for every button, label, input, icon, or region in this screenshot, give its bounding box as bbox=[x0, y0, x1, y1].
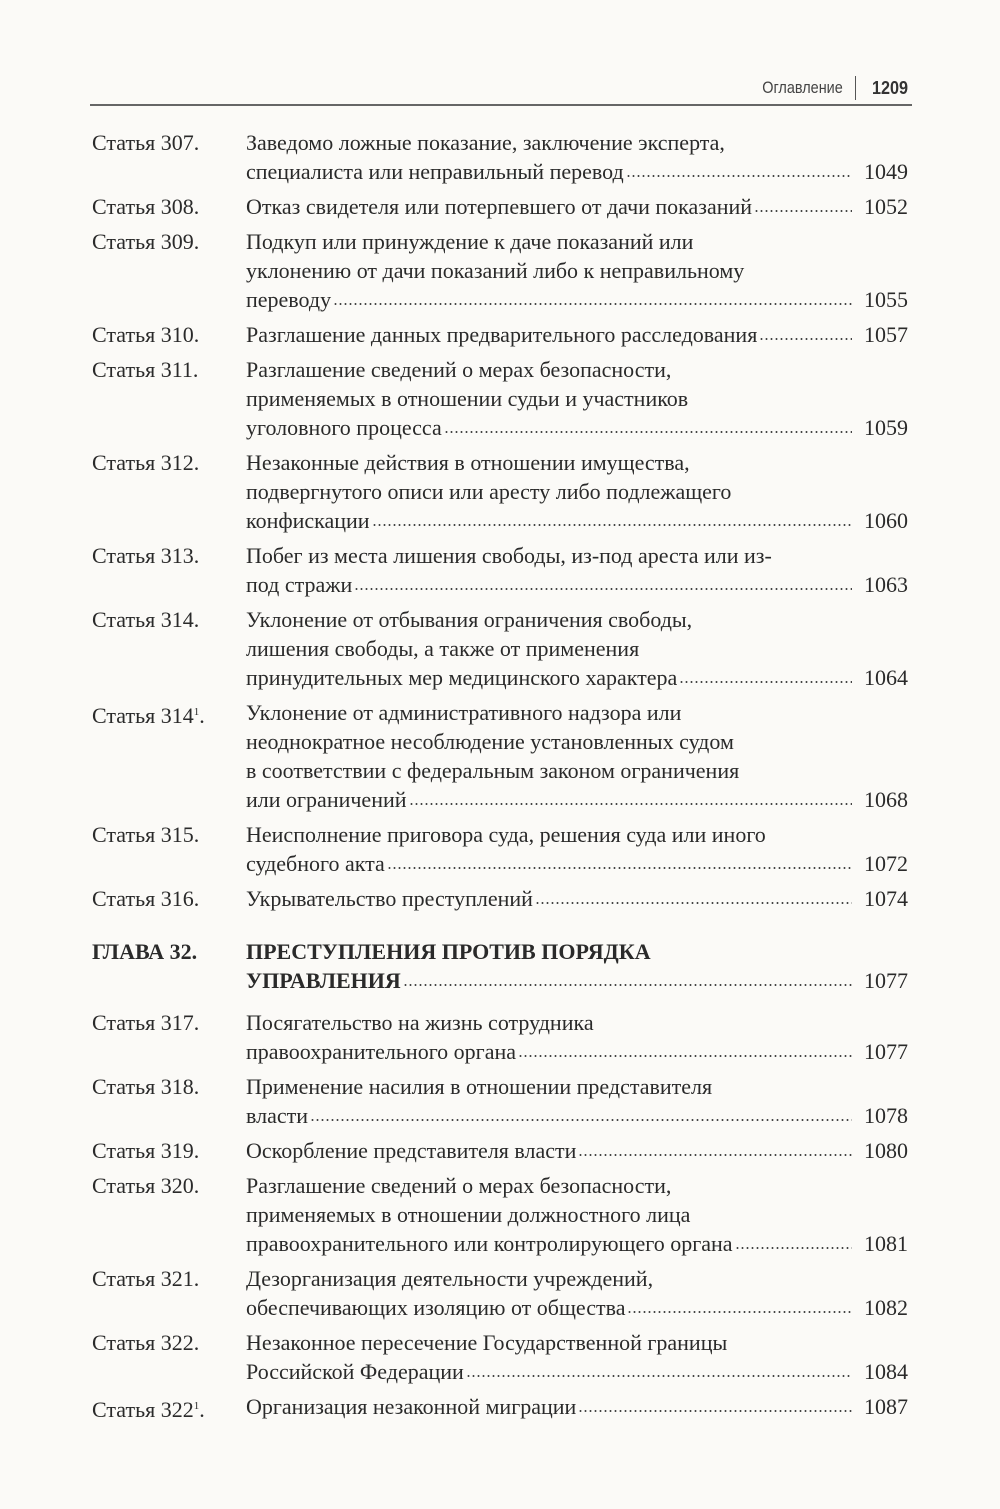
toc-entry bbox=[92, 1008, 908, 1066]
entry-page-number: 1081 bbox=[864, 1231, 908, 1256]
toc-entry bbox=[92, 1392, 908, 1424]
entry-title-line: правоохранительного органа bbox=[246, 1039, 517, 1064]
toc-entry bbox=[92, 355, 908, 442]
entry-title bbox=[246, 605, 908, 692]
entry-title-line: конфискации bbox=[246, 508, 370, 533]
entry-title-line: ПРЕСТУПЛЕНИЯ ПРОТИВ ПОРЯДКА bbox=[246, 939, 651, 964]
toc-entry bbox=[92, 320, 908, 349]
dot-leader bbox=[372, 523, 852, 527]
toc-entry bbox=[92, 884, 908, 913]
entry-label bbox=[92, 128, 246, 186]
entry-title-line: Разглашение данных предварительного расследования bbox=[246, 322, 758, 347]
entry-title-line: Организация незаконной миграции bbox=[246, 1394, 577, 1419]
entry-superscript: 1 bbox=[193, 706, 200, 718]
entry-number: Статья 322 bbox=[92, 1397, 194, 1422]
toc-chapter bbox=[92, 937, 908, 995]
entry-number: Статья 314 bbox=[92, 703, 194, 728]
entry-label: Статья $314^1$. bbox=[92, 703, 205, 728]
entry-label bbox=[92, 1171, 246, 1258]
toc-entry bbox=[92, 1136, 908, 1165]
entry-title-line: переводу bbox=[246, 287, 332, 312]
dot-leader bbox=[627, 1310, 852, 1314]
entry-title-line: под стражи bbox=[246, 572, 353, 597]
entry-label bbox=[92, 605, 246, 692]
entry-page-number: 1064 bbox=[864, 665, 908, 690]
entry-title-line: Подкуп или принуждение к даче показаний или bbox=[246, 229, 694, 254]
entry-label bbox=[92, 541, 246, 599]
entry-page-number: 1072 bbox=[864, 851, 908, 876]
header-divider bbox=[855, 76, 856, 100]
entry-title bbox=[246, 1171, 908, 1258]
entry-title-line: или ограничений bbox=[246, 787, 407, 812]
toc-entry bbox=[92, 1171, 908, 1258]
entry-number: Статья 313. bbox=[92, 543, 200, 568]
entry-number: Статья 321. bbox=[92, 1266, 200, 1291]
entry-title-line: Неисполнение приговора суда, решения суда или иного bbox=[246, 822, 766, 847]
dot-leader bbox=[535, 901, 852, 905]
entry-label bbox=[92, 320, 246, 349]
header-rule bbox=[90, 104, 912, 106]
toc-entry bbox=[92, 192, 908, 221]
entry-title-line: власти bbox=[246, 1103, 308, 1128]
entry-label: Статья $322^1$. bbox=[92, 1397, 205, 1422]
dot-leader bbox=[403, 983, 852, 987]
entry-title-line: неоднократное несоблюдение установленных судом bbox=[246, 729, 734, 754]
entry-superscript: 1 bbox=[193, 1400, 200, 1412]
entry-title-line: правоохранительного или контролирующего органа bbox=[246, 1231, 733, 1256]
entry-title bbox=[246, 448, 908, 535]
entry-title bbox=[246, 227, 908, 314]
entry-number: Статья 309. bbox=[92, 229, 200, 254]
entry-title-line: принудительных мер медицинского характера bbox=[246, 665, 678, 690]
entry-page-number: 1077 bbox=[864, 1039, 908, 1064]
entry-title-line: лишения свободы, а также от применения bbox=[246, 636, 640, 661]
entry-label bbox=[92, 227, 246, 314]
entry-title-line: специалиста или неправильный перевод bbox=[246, 159, 624, 184]
entry-title-line: Посягательство на жизнь сотрудника bbox=[246, 1010, 594, 1035]
entry-label bbox=[92, 1072, 246, 1130]
entry-number: Статья 314. bbox=[92, 607, 200, 632]
dot-leader bbox=[444, 430, 852, 434]
toc-entry bbox=[92, 820, 908, 878]
entry-title-line: применяемых в отношении должностного лица bbox=[246, 1202, 691, 1227]
entry-page-number: 1080 bbox=[864, 1138, 908, 1163]
entry-title bbox=[246, 192, 908, 221]
dot-leader bbox=[626, 174, 852, 178]
dot-leader bbox=[310, 1118, 852, 1122]
entry-number: Статья 308. bbox=[92, 194, 200, 219]
entry-title-line: Незаконные действия в отношении имущества, bbox=[246, 450, 690, 475]
entry-title-line: Незаконное пересечение Государственной границы bbox=[246, 1330, 728, 1355]
entry-page-number: 1077 bbox=[864, 968, 908, 993]
entry-label bbox=[92, 884, 246, 913]
entry-page-number: 1084 bbox=[864, 1359, 908, 1384]
entry-title-line: в соответствии с федеральным законом ограничения bbox=[246, 758, 740, 783]
entry-title bbox=[246, 128, 908, 186]
entry-number: Статья 320. bbox=[92, 1173, 200, 1198]
entry-number: Статья 317. bbox=[92, 1010, 200, 1035]
entry-title bbox=[246, 541, 908, 599]
entry-title-line: Оскорбление представителя власти bbox=[246, 1138, 577, 1163]
toc-entry bbox=[92, 541, 908, 599]
entry-title-line: Разглашение сведений о мерах безопасности, bbox=[246, 357, 672, 382]
entry-page-number: 1052 bbox=[864, 194, 908, 219]
entry-title bbox=[246, 1008, 908, 1066]
entry-title-line: Применение насилия в отношении представителя bbox=[246, 1074, 713, 1099]
entry-title-line: Уклонение от административного надзора или bbox=[246, 700, 682, 725]
entry-number: Статья 319. bbox=[92, 1138, 200, 1163]
entry-title-line: судебного акта bbox=[246, 851, 385, 876]
entry-title-line: Разглашение сведений о мерах безопасности, bbox=[246, 1173, 672, 1198]
entry-title bbox=[246, 1136, 908, 1165]
dot-leader bbox=[754, 209, 852, 213]
entry-page-number: 1068 bbox=[864, 787, 908, 812]
entry-page-number: 1060 bbox=[864, 508, 908, 533]
dot-leader bbox=[578, 1409, 852, 1413]
entry-title-line: подвергнутого описи или аресту либо подлежащего bbox=[246, 479, 732, 504]
entry-page-number: 1082 bbox=[864, 1295, 908, 1320]
entry-label bbox=[92, 820, 246, 878]
toc-entry bbox=[92, 1328, 908, 1386]
entry-title-line: Российской Федерации bbox=[246, 1359, 464, 1384]
entry-title-line: УПРАВЛЕНИЯ bbox=[246, 968, 401, 993]
entry-title-line: Побег из места лишения свободы, из-под ареста или из- bbox=[246, 543, 772, 568]
toc-entry bbox=[92, 1072, 908, 1130]
entry-page-number: 1049 bbox=[864, 159, 908, 184]
toc-entry bbox=[92, 605, 908, 692]
entry-number: Статья 312. bbox=[92, 450, 200, 475]
entry-title bbox=[246, 1072, 908, 1130]
toc-entry bbox=[92, 128, 908, 186]
dot-leader bbox=[679, 680, 852, 684]
entry-label bbox=[92, 355, 246, 442]
entry-number: Статья 318. bbox=[92, 1074, 200, 1099]
running-header bbox=[748, 76, 910, 100]
entry-label bbox=[92, 448, 246, 535]
entry-number: Статья 315. bbox=[92, 822, 200, 847]
section-title: Оглавление bbox=[762, 78, 843, 97]
dot-leader bbox=[333, 302, 852, 306]
dot-leader bbox=[518, 1054, 852, 1058]
entry-number: Статья 322. bbox=[92, 1330, 200, 1355]
entry-label bbox=[92, 192, 246, 221]
dot-leader bbox=[409, 802, 852, 806]
dot-leader bbox=[387, 866, 852, 870]
entry-page-number: 1059 bbox=[864, 415, 908, 440]
entry-page-number: 1078 bbox=[864, 1103, 908, 1128]
entry-number: Статья 307. bbox=[92, 130, 200, 155]
dot-leader bbox=[735, 1246, 852, 1250]
entry-number: ГЛАВА 32. bbox=[92, 939, 198, 964]
entry-title bbox=[246, 698, 908, 814]
toc-entry bbox=[92, 1264, 908, 1322]
entry-number: Статья 310. bbox=[92, 322, 200, 347]
dot-leader bbox=[578, 1153, 852, 1157]
dot-leader bbox=[759, 337, 852, 341]
entry-title-line: Отказ свидетеля или потерпевшего от дачи показаний bbox=[246, 194, 753, 219]
entry-label bbox=[92, 1264, 246, 1322]
entry-page-number: 1057 bbox=[864, 322, 908, 347]
entry-title-line: обеспечивающих изоляцию от общества bbox=[246, 1295, 626, 1320]
entry-title bbox=[246, 355, 908, 442]
table-of-contents bbox=[92, 128, 908, 1430]
entry-title bbox=[246, 320, 908, 349]
entry-title-line: Дезорганизация деятельности учреждений, bbox=[246, 1266, 654, 1291]
entry-page-number: 1087 bbox=[864, 1394, 908, 1419]
entry-title bbox=[246, 1392, 908, 1424]
entry-page-number: 1055 bbox=[864, 287, 908, 312]
entry-page-number: 1063 bbox=[864, 572, 908, 597]
entry-title bbox=[246, 1264, 908, 1322]
dot-leader bbox=[466, 1374, 852, 1378]
entry-title-line: Укрывательство преступлений bbox=[246, 886, 533, 911]
entry-title-line: уклонению от дачи показаний либо к неправильному bbox=[246, 258, 745, 283]
entry-label bbox=[92, 937, 246, 995]
entry-title-line: применяемых в отношении судьи и участников bbox=[246, 386, 689, 411]
entry-title bbox=[246, 820, 908, 878]
dot-leader bbox=[354, 587, 852, 591]
entry-label bbox=[92, 1008, 246, 1066]
entry-title-line: Уклонение от отбывания ограничения свободы, bbox=[246, 607, 693, 632]
page-number: 1209 bbox=[871, 77, 908, 98]
entry-label bbox=[92, 1328, 246, 1386]
entry-title bbox=[246, 1328, 908, 1386]
entry-label bbox=[92, 1136, 246, 1165]
entry-title-line: Заведомо ложные показание, заключение эксперта, bbox=[246, 130, 725, 155]
entry-number: Статья 316. bbox=[92, 886, 200, 911]
entry-number: Статья 311. bbox=[92, 357, 199, 382]
entry-title bbox=[246, 884, 908, 913]
toc-entry bbox=[92, 448, 908, 535]
entry-title-line: уголовного процесса bbox=[246, 415, 442, 440]
toc-entry bbox=[92, 698, 908, 814]
entry-page-number: 1074 bbox=[864, 886, 908, 911]
toc-entry bbox=[92, 227, 908, 314]
entry-title bbox=[246, 937, 908, 995]
